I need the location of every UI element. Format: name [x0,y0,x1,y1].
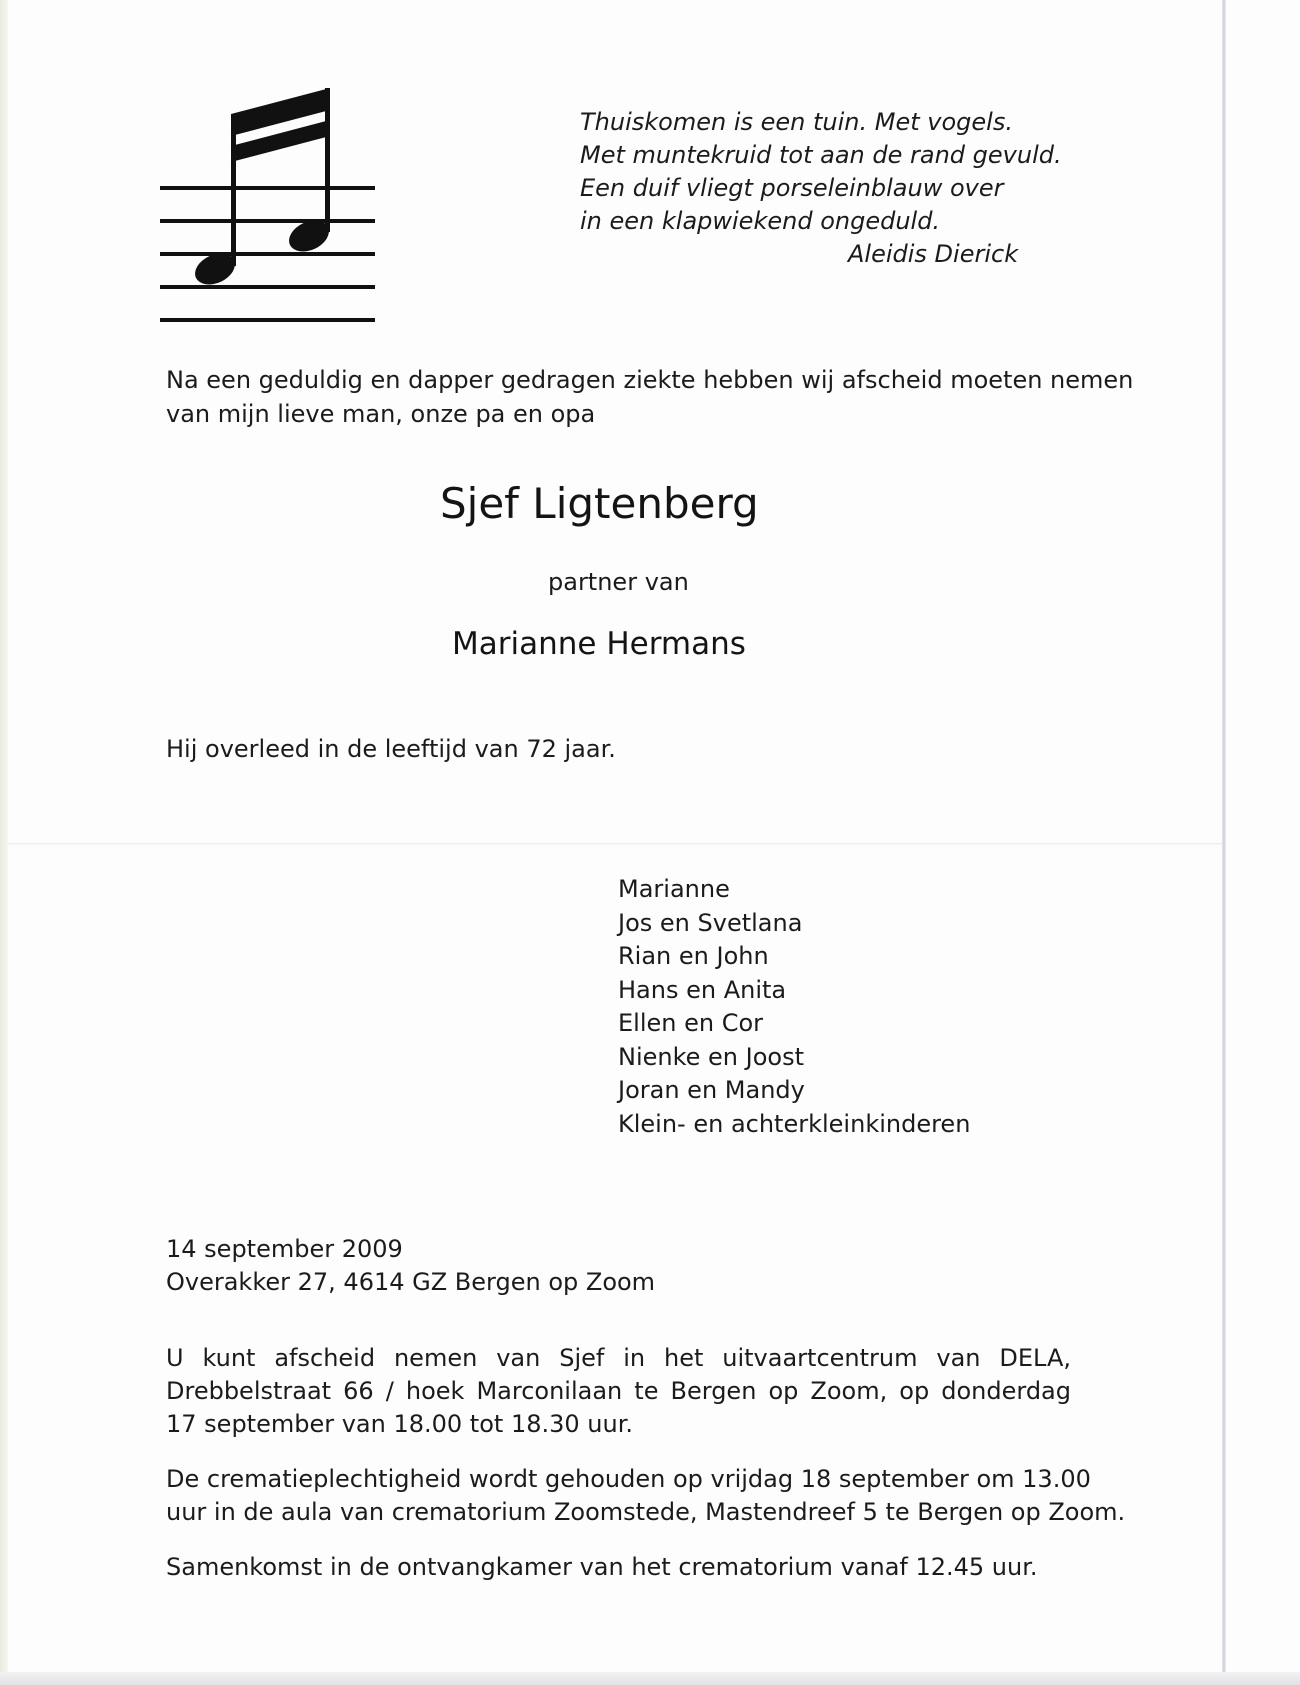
poem-line: Een duif vliegt porseleinblauw over [580,174,1004,202]
paper-edge-bottom [0,1672,1300,1685]
intro-text [166,363,1133,431]
music-notes-icon [160,86,375,328]
list-item: Marianne [618,875,730,903]
list-item: Klein- en achterkleinkinderen [618,1109,971,1138]
poem [580,106,1100,271]
list-item: Jos en Svetlana [618,908,803,937]
age-line: Hij overleed in de leeftijd van 72 jaar. [166,735,616,763]
address: Overakker 27, 4614 GZ Bergen op Zoom [166,1268,656,1296]
date-address-block [166,1233,655,1299]
gathering-paragraph [166,1551,1071,1584]
paragraph-line: De crematieplechtigheid wordt gehouden op vrijdag 18 september om 13.00 [166,1465,1091,1493]
poem-line: in een klapwiekend ongeduld. [580,207,941,235]
poem-author: Aleidis Dierick [848,240,1019,268]
date: 14 september 2009 [166,1235,403,1263]
intro-line: Na een geduldig en dapper gedragen ziekte hebben wij afscheid moeten nemen [166,366,1134,394]
paragraph-line: Samenkomst in de ontvangkamer van het crematorium vanaf 12.45 uur. [166,1553,1038,1581]
mourners-list [618,873,970,1141]
paper-edge-right [1222,0,1226,1685]
list-item: Ellen en Cor [618,1009,764,1037]
intro-line: van mijn lieve man, onze pa en opa [166,400,596,428]
list-item: Rian en John [618,942,769,970]
paragraph-line: 17 september van 18.00 tot 18.30 uur. [166,1410,633,1438]
list-item: Hans en Anita [618,975,787,1004]
partner-name: Marianne Hermans [452,626,746,662]
poem-line: Thuiskomen is een tuin. Met vogels. [580,108,1013,136]
farewell-paragraph [166,1342,1071,1441]
list-item: Joran en Mandy [618,1076,805,1104]
cremation-paragraph [166,1463,1126,1529]
fold-line [8,843,1222,845]
deceased-name: Sjef Ligtenberg [440,479,759,528]
paragraph-line: U kunt afscheid nemen van Sjef in het uitvaartcentrum van DELA, [166,1344,1071,1372]
partner-of-label: partner van [548,568,689,596]
paper-edge-left [0,0,8,1685]
list-item: Nienke en Joost [618,1042,804,1071]
paragraph-line: Drebbelstraat 66 / hoek Marconilaan te Bergen op Zoom, op donderdag [166,1377,1071,1405]
poem-line: Met muntekruid tot aan de rand gevuld. [580,141,1062,169]
paragraph-line: uur in de aula van crematorium Zoomstede, Mastendreef 5 te Bergen op Zoom. [166,1498,1126,1526]
